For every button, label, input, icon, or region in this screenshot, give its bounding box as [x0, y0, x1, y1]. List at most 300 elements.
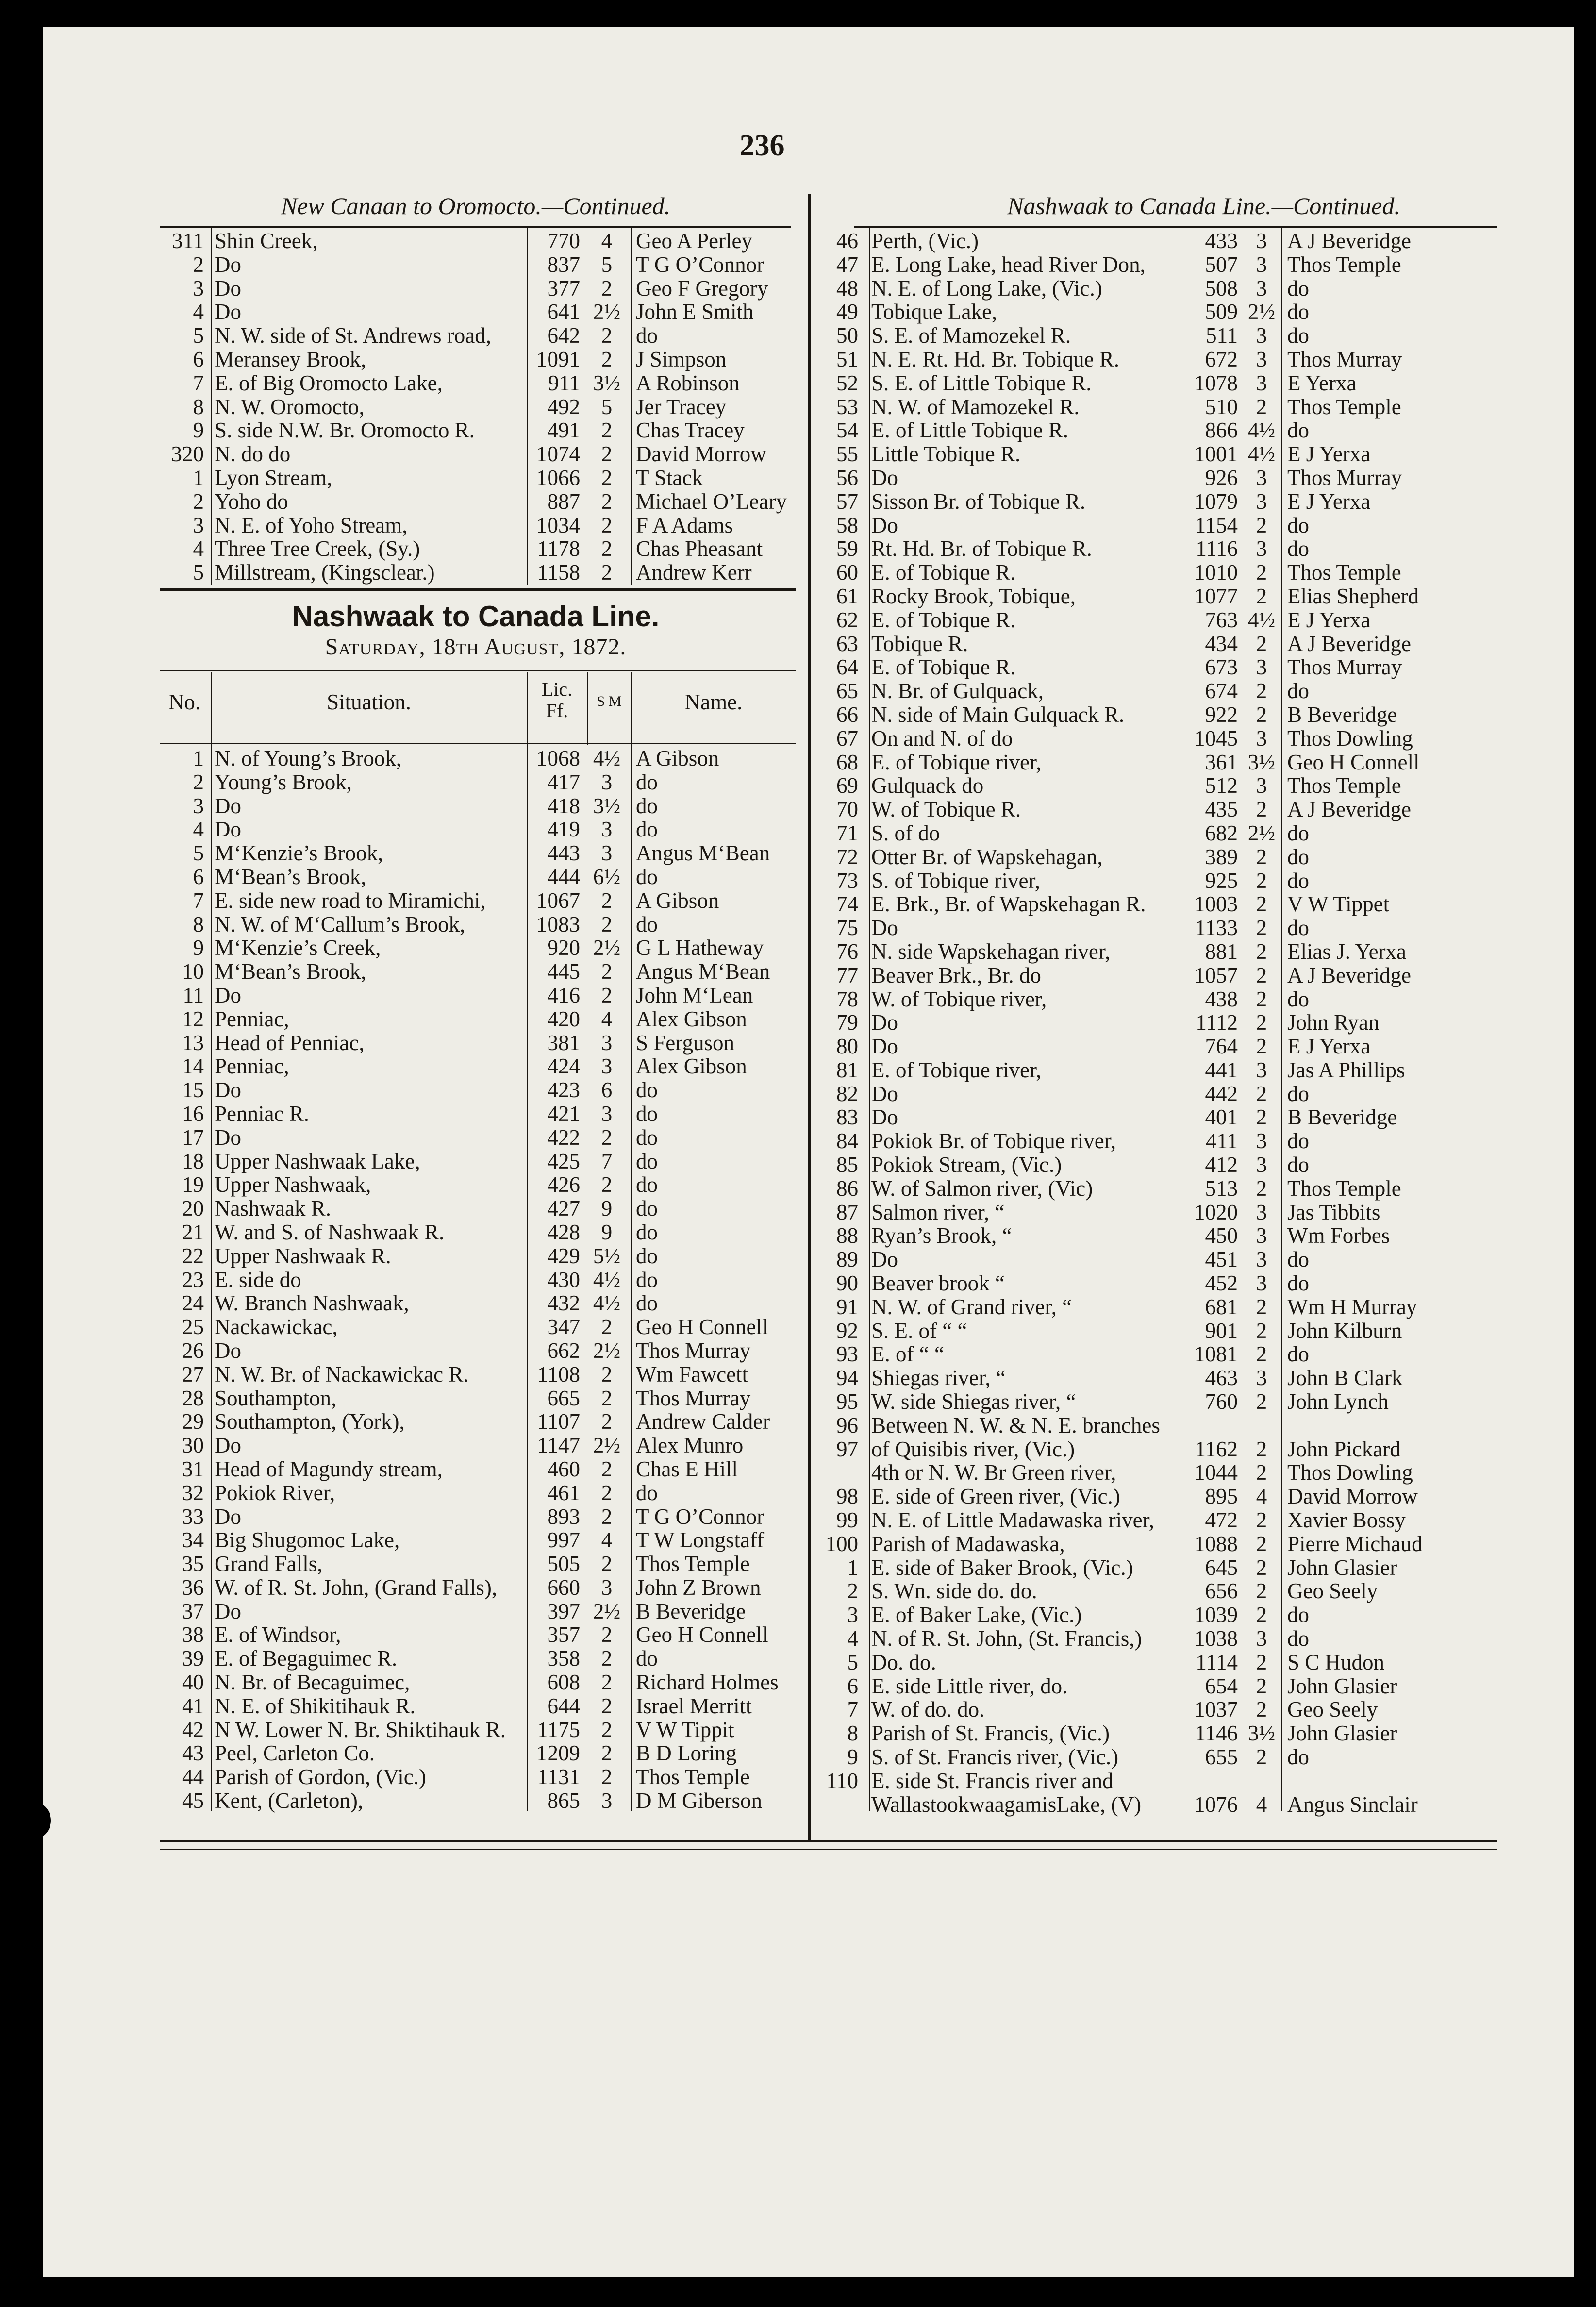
table-row	[811, 1603, 1497, 1627]
square-miles-cell: 3	[1256, 465, 1267, 490]
rule	[587, 672, 588, 745]
licensee-name: Israel Merritt	[636, 1693, 752, 1718]
situation-cell: Between N. W. & N. E. branches	[871, 1413, 1160, 1438]
license-cell: 425	[547, 1149, 580, 1173]
square-miles-cell: 3	[601, 817, 613, 842]
entry-number: 68	[836, 750, 858, 774]
table-row	[160, 1126, 796, 1150]
licensee-name: Angus M‘Bean	[636, 841, 770, 866]
situation-cell: WallastookwaagamisLake, (V)	[871, 1792, 1142, 1817]
licensee-name: Alex Gibson	[636, 1006, 747, 1031]
table-row	[160, 1054, 796, 1078]
square-miles-cell: 3	[601, 1575, 613, 1600]
situation-cell: Do	[215, 1338, 241, 1363]
entry-number: 28	[182, 1386, 204, 1410]
table-row	[811, 1082, 1497, 1106]
licensee-name: G L Hatheway	[636, 936, 764, 960]
entry-number: 14	[182, 1054, 204, 1079]
table-row	[811, 1129, 1497, 1153]
situation-cell: E. of Tobique R.	[871, 655, 1016, 680]
table-row	[160, 1718, 796, 1742]
licensee-name: Elias Shepherd	[1287, 584, 1419, 608]
situation-cell: Penniac R.	[215, 1101, 309, 1126]
table-row	[160, 466, 796, 490]
license-cell: 463	[1205, 1366, 1238, 1390]
licensee-name: Angus M‘Bean	[636, 959, 770, 984]
license-cell: 1081	[1194, 1342, 1238, 1367]
licensee-name: do	[636, 1125, 658, 1150]
entry-number: 4	[193, 536, 204, 561]
license-cell: 1088	[1194, 1531, 1238, 1556]
licensee-name: Jas A Phillips	[1287, 1057, 1405, 1082]
licensee-name: do	[636, 769, 658, 794]
table-row	[811, 466, 1497, 490]
square-miles-cell: 2	[1256, 1342, 1267, 1367]
licensee-name: T Stack	[636, 465, 703, 490]
situation-cell: Shiegas river, “	[871, 1366, 1006, 1390]
licensee-name: do	[1287, 300, 1309, 324]
square-miles-cell: 3	[1256, 347, 1267, 371]
entry-number: 5	[193, 560, 204, 585]
license-cell: 760	[1205, 1389, 1238, 1414]
table-row	[811, 1390, 1497, 1414]
table-row	[160, 794, 796, 818]
situation-cell: N. of R. St. John, (St. Francis,)	[871, 1626, 1142, 1651]
situation-cell: E. side Little river, do.	[871, 1673, 1068, 1698]
square-miles-cell: 2	[601, 1315, 613, 1339]
license-cell: 492	[547, 394, 580, 419]
square-miles-cell: 3	[1256, 655, 1267, 680]
table-row	[811, 229, 1497, 253]
license-cell: 381	[547, 1030, 580, 1055]
situation-cell: Rocky Brook, Tobique,	[871, 584, 1076, 608]
licensee-name: A J Beveridge	[1287, 631, 1411, 656]
table-row	[811, 1485, 1497, 1508]
license-cell: 512	[1205, 773, 1238, 798]
licensee-name: Thos Temple	[636, 1765, 750, 1789]
licensee-name: David Morrow	[1287, 1484, 1418, 1509]
situation-cell: Do. do.	[871, 1650, 936, 1674]
table-row	[811, 1722, 1497, 1745]
square-miles-cell: 2	[601, 1693, 613, 1718]
square-miles-cell: 3	[1256, 370, 1267, 395]
square-miles-cell: 9	[601, 1220, 613, 1244]
table-row	[811, 940, 1497, 964]
square-miles-cell: 3	[1256, 1223, 1267, 1248]
license-cell: 472	[1205, 1508, 1238, 1533]
license-cell: 926	[1205, 465, 1238, 490]
licensee-name: Thos Murray	[1287, 655, 1402, 680]
square-miles-cell: 2	[1256, 939, 1267, 964]
square-miles-cell: 2	[601, 1125, 613, 1150]
table-row	[811, 1153, 1497, 1177]
square-miles-cell: 2	[601, 1386, 613, 1410]
licensee-name: do	[1287, 1247, 1309, 1272]
table-row	[811, 1579, 1497, 1603]
license-cell: 357	[547, 1622, 580, 1647]
situation-cell: E. of Big Oromocto Lake,	[215, 370, 443, 395]
license-cell: 895	[1205, 1484, 1238, 1509]
table-row	[160, 1315, 796, 1339]
situation-cell: E. Long Lake, head River Don,	[871, 252, 1146, 277]
entry-number: 90	[836, 1271, 858, 1296]
table-row	[811, 561, 1497, 585]
square-miles-cell: 3	[601, 1101, 613, 1126]
table-row	[160, 300, 796, 324]
licensee-name: John Kilburn	[1287, 1318, 1402, 1343]
situation-cell: E. of Begaguimec R.	[215, 1646, 398, 1671]
square-miles-cell: 5	[601, 252, 613, 277]
entry-number: 34	[182, 1528, 204, 1553]
situation-cell: N. of Young’s Brook,	[215, 746, 402, 770]
situation-cell: N. W. of Mamozekel R.	[871, 394, 1080, 419]
situation-cell: N. W. of M‘Callum’s Brook,	[215, 912, 466, 936]
situation-cell: M‘Kenzie’s Creek,	[215, 936, 381, 960]
license-cell: 421	[547, 1101, 580, 1126]
situation-cell: E. side new road to Miramichi,	[215, 888, 486, 913]
entry-number: 54	[836, 418, 858, 443]
situation-cell: Southampton,	[215, 1386, 337, 1410]
entry-number: 6	[193, 347, 204, 371]
square-miles-cell: 2	[1256, 1508, 1267, 1533]
licensee-name: F A Adams	[636, 513, 733, 537]
situation-cell: N. W. Oromocto,	[215, 394, 365, 419]
licensee-name: do	[636, 323, 658, 348]
entry-number: 7	[193, 888, 204, 913]
square-miles-cell: 3	[1256, 1366, 1267, 1390]
table-row	[160, 1457, 796, 1481]
film-mark	[19, 46, 30, 114]
square-miles-cell: 2	[601, 442, 613, 467]
square-miles-cell: 2½	[593, 1433, 621, 1458]
table-row	[811, 1319, 1497, 1343]
license-cell: 1001	[1194, 442, 1238, 467]
header-sm: S M	[597, 693, 622, 709]
licensee-name: John Glasier	[1287, 1555, 1397, 1580]
situation-cell: Do	[215, 276, 241, 301]
license-cell: 1083	[536, 912, 580, 936]
square-miles-cell: 2	[601, 1362, 613, 1387]
table-row	[160, 1387, 796, 1410]
entry-number: 62	[836, 607, 858, 632]
square-miles-cell: 2	[601, 536, 613, 561]
license-cell: 920	[547, 936, 580, 960]
situation-cell: Meransey Brook,	[215, 347, 366, 371]
table-row	[811, 585, 1497, 608]
licensee-name: Thos Dowling	[1287, 1460, 1413, 1485]
table-row	[160, 1765, 796, 1789]
license-cell: 1162	[1195, 1437, 1238, 1461]
situation-cell: Upper Nashwaak R.	[215, 1243, 391, 1268]
table-row	[811, 395, 1497, 419]
license-cell: 1034	[536, 513, 580, 537]
table-row	[811, 1011, 1497, 1035]
license-cell: 377	[547, 276, 580, 301]
square-miles-cell: 6	[601, 1078, 613, 1103]
square-miles-cell: 3	[1256, 536, 1267, 561]
entry-number: 36	[182, 1575, 204, 1600]
entry-number: 9	[193, 936, 204, 960]
licensee-name: Thos Murray	[1287, 465, 1402, 490]
license-cell: 1114	[1196, 1650, 1238, 1674]
licensee-name: A J Beveridge	[1287, 797, 1411, 822]
table-row	[160, 1007, 796, 1031]
license-cell: 491	[547, 418, 580, 443]
situation-cell: N. do do	[215, 442, 291, 467]
license-cell: 672	[1205, 347, 1238, 371]
licensee-name: Chas Pheasant	[636, 536, 763, 561]
licensee-name: Geo Seely	[1287, 1697, 1378, 1722]
licensee-name: S Ferguson	[636, 1030, 734, 1055]
table-row	[160, 442, 796, 466]
situation-cell: Do	[871, 1034, 898, 1059]
entry-number: 76	[836, 939, 858, 964]
entry-number: 45	[182, 1789, 204, 1813]
table-row	[811, 964, 1497, 987]
square-miles-cell: 2	[1256, 1697, 1267, 1722]
situation-cell: Ryan’s Brook, “	[871, 1223, 1012, 1248]
square-miles-cell: 2	[1256, 1081, 1267, 1106]
licensee-name: John Z Brown	[636, 1575, 761, 1600]
entry-number: 2	[193, 769, 204, 794]
situation-cell: Do	[871, 1247, 898, 1272]
license-cell: 1067	[536, 888, 580, 913]
entry-number: 37	[182, 1599, 204, 1623]
table-row	[811, 1177, 1497, 1201]
entry-number: 94	[836, 1366, 858, 1390]
entry-number: 5	[193, 323, 204, 348]
entry-number: 78	[836, 986, 858, 1011]
license-cell: 1079	[1194, 489, 1238, 514]
entry-number: 44	[182, 1765, 204, 1789]
license-cell: 925	[1205, 868, 1238, 893]
situation-cell: W. of R. St. John, (Grand Falls),	[215, 1575, 498, 1600]
square-miles-cell: 2	[601, 1172, 613, 1197]
square-miles-cell: 2	[1256, 1603, 1267, 1627]
license-cell: 1146	[1195, 1721, 1238, 1746]
entry-number: 320	[171, 442, 204, 467]
table-row	[811, 1342, 1497, 1366]
table-row	[160, 490, 796, 514]
license-cell: 429	[547, 1243, 580, 1268]
license-cell: 655	[1205, 1745, 1238, 1769]
table-row	[160, 1694, 796, 1718]
square-miles-cell: 3	[601, 1054, 613, 1079]
license-cell: 608	[547, 1670, 580, 1695]
situation-cell: Do	[215, 1078, 241, 1103]
situation-cell: W. of Salmon river, (Vic)	[871, 1176, 1093, 1201]
entry-number: 9	[193, 418, 204, 443]
square-miles-cell: 3	[1256, 1129, 1267, 1154]
licensee-name: John B Clark	[1287, 1366, 1403, 1390]
square-miles-cell: 2	[601, 276, 613, 301]
square-miles-cell: 3	[1256, 1057, 1267, 1082]
square-miles-cell: 2	[1256, 1555, 1267, 1580]
license-cell: 361	[1205, 750, 1238, 774]
entry-number: 40	[182, 1670, 204, 1695]
square-miles-cell: 4	[601, 1528, 613, 1553]
license-cell: 401	[1205, 1105, 1238, 1130]
table-row	[160, 1102, 796, 1126]
table-row	[160, 348, 796, 371]
square-miles-cell: 6½	[593, 864, 621, 889]
square-miles-cell: 2	[601, 347, 613, 371]
square-miles-cell: 4½	[1247, 442, 1276, 467]
square-miles-cell: 2	[1256, 1010, 1267, 1035]
table-row	[811, 703, 1497, 727]
situation-cell: Do	[215, 793, 241, 818]
table-row	[160, 1363, 796, 1387]
table-row	[811, 727, 1497, 751]
license-cell: 418	[547, 793, 580, 818]
entry-number: 67	[836, 726, 858, 751]
square-miles-cell: 2	[1256, 394, 1267, 419]
situation-cell: N. E. of Long Lake, (Vic.)	[871, 276, 1102, 301]
entry-number: 39	[182, 1646, 204, 1671]
licensee-name: do	[1287, 1626, 1309, 1651]
situation-cell: N. W. Br. of Nackawickac R.	[215, 1362, 469, 1387]
licensee-name: Angus Sinclair	[1287, 1792, 1418, 1817]
table-row	[160, 960, 796, 984]
square-miles-cell: 3	[1256, 773, 1267, 798]
license-cell: 1044	[1194, 1460, 1238, 1485]
licensee-name: Andrew Calder	[636, 1409, 770, 1434]
square-miles-cell: 2	[1256, 892, 1267, 917]
square-miles-cell: 2	[1256, 868, 1267, 893]
entry-number: 2	[847, 1579, 858, 1604]
license-cell: 911	[548, 370, 580, 395]
licensee-name: do	[1287, 1271, 1309, 1296]
table-row	[811, 1532, 1497, 1556]
licensee-name: Thos Temple	[1287, 560, 1401, 585]
situation-cell: Penniac,	[215, 1006, 289, 1031]
entry-number: 21	[182, 1220, 204, 1244]
square-miles-cell: 2	[1256, 1437, 1267, 1461]
licensee-name: Michael O’Leary	[636, 489, 787, 514]
film-mark	[19, 2146, 30, 2219]
situation-cell: Southampton, (York),	[215, 1409, 405, 1434]
situation-cell: Grand Falls,	[215, 1552, 323, 1576]
situation-cell: Nackawickac,	[215, 1315, 338, 1339]
licensee-name: Wm Fawcett	[636, 1362, 748, 1387]
licensee-name: Thos Temple	[1287, 773, 1401, 798]
licensee-name: do	[636, 1101, 658, 1126]
entry-number: 85	[836, 1153, 858, 1177]
license-cell: 660	[547, 1575, 580, 1600]
entry-number: 92	[836, 1318, 858, 1343]
square-miles-cell: 4	[601, 1006, 613, 1031]
license-cell: 1038	[1194, 1626, 1238, 1651]
license-cell: 1010	[1194, 560, 1238, 585]
entry-number: 96	[836, 1413, 858, 1438]
situation-cell: E. side do	[215, 1267, 301, 1292]
square-miles-cell: 2	[601, 465, 613, 490]
license-cell: 513	[1205, 1176, 1238, 1201]
table-row	[160, 418, 796, 442]
table-row	[160, 1600, 796, 1623]
licensee-name: John Glasier	[1287, 1673, 1397, 1698]
situation-cell: E. side St. Francis river and	[871, 1768, 1114, 1793]
license-cell: 1078	[1194, 370, 1238, 395]
licensee-name: do	[1287, 513, 1309, 537]
license-cell: 420	[547, 1006, 580, 1031]
licensee-name: Geo H Connell	[1287, 750, 1420, 774]
table-row	[811, 1201, 1497, 1224]
license-cell: 682	[1205, 820, 1238, 845]
square-miles-cell: 3	[1256, 1271, 1267, 1296]
licensee-name: John Lynch	[1287, 1389, 1389, 1414]
table-row	[811, 679, 1497, 703]
licensee-name: A Gibson	[636, 746, 719, 770]
entry-number: 41	[182, 1693, 204, 1718]
situation-cell: Do	[871, 916, 898, 940]
square-miles-cell: 2½	[593, 1338, 621, 1363]
entry-number: 5	[847, 1650, 858, 1674]
license-cell: 441	[1205, 1057, 1238, 1082]
entry-number: 51	[836, 347, 858, 371]
entry-number: 57	[836, 489, 858, 514]
rule	[160, 670, 796, 671]
licensee-name: Wm H Murray	[1287, 1294, 1417, 1319]
license-cell: 505	[547, 1552, 580, 1576]
licensee-name: Alex Gibson	[636, 1054, 747, 1079]
square-miles-cell: 3	[601, 1030, 613, 1055]
license-cell: 1112	[1196, 1010, 1238, 1035]
licensee-name: Andrew Kerr	[636, 560, 752, 585]
rule	[160, 1840, 1497, 1842]
section-title: Nashwaak to Canada Line.	[292, 600, 660, 633]
square-miles-cell: 4½	[593, 1291, 621, 1316]
situation-cell: N W. Lower N. Br. Shiktihauk R.	[215, 1717, 506, 1742]
table-row	[160, 1741, 796, 1765]
table-row	[160, 1031, 796, 1055]
square-miles-cell: 3	[601, 769, 613, 794]
left-top-table	[160, 229, 796, 585]
situation-cell: S. of Tobique river,	[871, 868, 1040, 893]
rule	[160, 743, 796, 744]
table-row	[811, 1674, 1497, 1698]
square-miles-cell: 5	[601, 394, 613, 419]
square-miles-cell: 3½	[1247, 1721, 1276, 1746]
licensee-name: do	[1287, 916, 1309, 940]
entry-number: 7	[847, 1697, 858, 1722]
entry-number: 72	[836, 844, 858, 869]
table-row	[811, 1366, 1497, 1390]
entry-number: 5	[193, 841, 204, 866]
licensee-name: do	[1287, 986, 1309, 1011]
licensee-name: V W Tippet	[1287, 892, 1390, 917]
table-row	[160, 936, 796, 960]
license-cell: 434	[1205, 631, 1238, 656]
situation-cell: E. of Baker Lake, (Vic.)	[871, 1603, 1082, 1627]
situation-cell: Young’s Brook,	[215, 769, 352, 794]
square-miles-cell: 2½	[593, 1599, 621, 1623]
table-row	[160, 1576, 796, 1600]
square-miles-cell: 2	[1256, 513, 1267, 537]
situation-cell: W. side Shiegas river, “	[871, 1389, 1076, 1414]
entry-number: 99	[836, 1508, 858, 1533]
licensee-name: Thos Murray	[1287, 347, 1402, 371]
square-miles-cell: 3	[1256, 1247, 1267, 1272]
table-row	[160, 984, 796, 1007]
license-cell: 770	[547, 229, 580, 253]
entry-number: 32	[182, 1480, 204, 1505]
entry-number: 89	[836, 1247, 858, 1272]
situation-cell: N. E. of Little Madawaska river,	[871, 1508, 1155, 1533]
square-miles-cell: 2	[1256, 702, 1267, 727]
licensee-name: do	[1287, 1081, 1309, 1106]
table-row	[160, 537, 796, 561]
